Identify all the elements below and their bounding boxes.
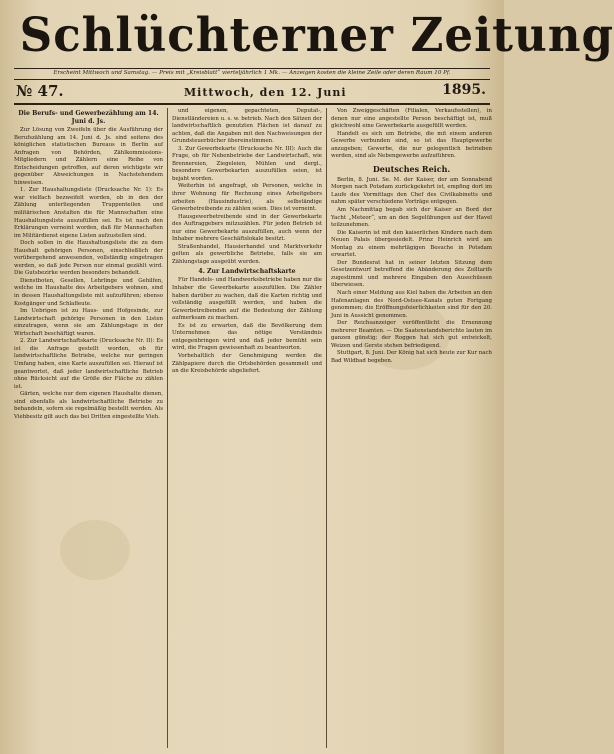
paragraph: 3. Zur Gewerbekarte (Drucksache Nr. III): Auch die Frage, ob für Nebenbetriebe der Landwirtschaft, wie Brennereien, Ziegeleien, Mühlen und dergl., besondere Gewerbekarten auszufüllen seien, ist bejaht worden.	[172, 145, 322, 182]
paragraph: Stuttgart, 8. Juni. Der König hat sich heute zur Kur nach Bad Wildbad begeben.	[331, 350, 492, 364]
paragraph: Im Uebrigen ist zu Haus- und Hofgesinde, zur Landwirtschaft gehörige Personen in den Listen einzutragen, wenn sie am Zählungstage in der Wirtschaft beschäftigt waren.	[14, 308, 163, 337]
issue-date: Mittwoch, den 12. Juni	[184, 86, 347, 99]
paragraph: Die Kaiserin ist mit den kaiserlichen Kindern nach dem Neuen Palais übergesiedelt. Prinz Heinrich wird am Montag zu einem mehrtägigen Besuche in Potsdam erwartet.	[331, 229, 492, 259]
masthead-title: Schlüchterner Zeitung	[19, 8, 614, 63]
issue-year: 1895.	[442, 82, 486, 98]
issue-number: № 47.	[16, 82, 64, 100]
paragraph: 2. Zur Landwirtschaftskarte (Drucksache Nr. II): Es ist die Anfrage gestellt worden, ob für landwirtschaftliche Betriebe, welche nur geringen Umfang haben, eine Karte auszufüllen sei. Hierauf ist geantwortet, daß jeder landwirtschaftliche Betrieb ohne Rücksicht auf die Größe der Fläche zu zählen ist.	[14, 338, 163, 390]
paragraph: Gärten, welche nur dem eigenen Haushalte dienen, sind ebenfalls als landwirtschaftliche Betriebe zu behandeln, sofern sie regelmäßig bestellt werden. Als Viehbesitz gilt auch das bei Dritten eingestellte Vieh.	[14, 391, 163, 420]
issue-rule	[14, 103, 490, 105]
column-2	[172, 108, 322, 748]
column-1	[14, 108, 163, 748]
column-divider	[326, 108, 327, 748]
subsection-heading: 4. Zur Landwirtschaftskarte	[198, 268, 296, 276]
paragraph: Zur Lösung von Zweifeln über die Ausführung der Berufszählung am 14. Juni d. Js. sind seitens des königlichen statistischen Bureaus in Berlin auf Anfragen von Behörden, Zählkommissions-Mitgliedern und Zählern eine Reihe von Entscheidungen getroffen, auf deren wichtigste wir gegenüber Abweichungen in Nachstehendem hinweisen.	[14, 127, 163, 186]
paragraph: Weiterhin ist angefragt, ob Personen, welche in ihrer Wohnung für Rechnung eines Arbeitgebers arbeiten (Hausindustrie), als selbständige Gewerbetreibende zu zählen seien. Dies ist verneint.	[172, 183, 322, 213]
paragraph: Nach einer Meldung aus Kiel haben die Arbeiten an den Hafenanlagen des Nord-Ostsee-Kanals guten Fortgang genommen; die Eröffnungsfeierlichkeiten sind für den 20. Juni in Aussicht genommen.	[331, 290, 492, 319]
paragraph: Für Handels- und Handwerksbetriebe haben nur die Inhaber die Gewerbekarte auszufüllen. Die Zähler haben darüber zu wachen, daß die Karten richtig und vollständig ausgefüllt werden, und haben die Gewerbetreibenden auf die Bedeutung der Zählung aufmerksam zu machen.	[172, 277, 322, 322]
paragraph: 1. Zur Haushaltungsliste (Drucksache Nr. 1): Es war vielfach bezweifelt worden, ob in den der Zählung unterliegenden Truppenteilen und militärischen Anstalten die für Mannschaften eine Haushaltungsliste auszufüllen sei. Es ist nach den Erklärungen verneint worden, daß für Mannschaften im Militärdienst eigene Listen aufzustellen sind.	[14, 187, 163, 239]
paragraph: Der Reichsanzeiger veröffentlicht die Ernennung mehrerer Beamten. — Die Saatenstandsberichte lauten im ganzen günstig; der Roggen hat sich gut entwickelt, Weizen und Gerste stehen befriedigend.	[331, 320, 492, 349]
paragraph: Straßenhandel, Hausierhandel und Marktverkehr gelten als gewerbliche Betriebe, falls sie am Zählungstage ausgeübt wurden.	[172, 243, 322, 265]
column-divider	[167, 108, 168, 748]
paragraph: Berlin, 8. Juni. Se. M. der Kaiser, der am Sonnabend Morgen nach Potsdam zurückgekehrt ist, empfing dort im Laufe des Vormittags den Chef des Civilkabinetts und nahm später verschiedene Vorträge entgegen.	[331, 176, 492, 206]
paragraph: Der Bundesrat hat in seiner letzten Sitzung dem Gesetzentwurf betreffend die Abänderung des Zolltarifs zugestimmt und mehrere Eingaben den Ausschüssen überwiesen.	[331, 259, 492, 289]
paragraph: und eigenen, gepachteten, Deputat-, Dienstländereien u. s. w. betrieb. Nach den Sätzen der landwirtschaftlich genutzten Flächen ist darauf zu achten, daß die Angaben mit den Nachweisungen der Grundsteuerbücher übereinstimmen.	[172, 108, 322, 145]
section-heading: Deutsches Reich.	[372, 163, 451, 174]
paragraph: Von Zweiggeschäften (Filialen, Verkaufsstellen), in denen nur eine angestellte Person beschäftigt ist, muß gleichwohl eine Gewerbekarte ausgefüllt werden.	[331, 108, 492, 130]
paragraph: Dienstboten, Gesellen, Lehrlinge und Gehilfen, welche im Haushalte des Arbeitgebers wohnen, sind in dessen Haushaltungsliste mit aufzuführen; ebenso Kostgänger und Schlafleute.	[14, 277, 163, 307]
article-heading: Die Berufs- und Gewerbezählung am 14. Juni d. Js.	[18, 110, 159, 125]
column-3	[331, 108, 492, 748]
subline-rule	[14, 79, 490, 80]
paragraph: Handelt es sich um Betriebe, die mit einem anderen Gewerbe verbunden sind, so ist das Hauptgewerbe anzugeben; Gewerbe, die nur gelegentlich betrieben werden, sind als Nebengewerbe aufzuführen.	[331, 130, 492, 160]
paragraph: Doch sollen in die Haushaltungsliste die zu dem Haushalt gehörigen Personen, einschließlich der vorübergehend anwesenden, vollständig eingetragen werden, so daß jede Person nur einmal gezählt wird. Die Gutsbezirke werden besonders behandelt.	[14, 240, 163, 277]
issue-bar	[14, 82, 490, 102]
masthead-rule	[14, 68, 490, 69]
paragraph: Am Nachmittag begab sich der Kaiser an Bord der Yacht „Meteor“, um an den Segelübungen auf der Havel teilzunehmen.	[331, 207, 492, 229]
paragraph: Es ist zu erwarten, daß die Bevölkerung dem Unternehmen das nötige Verständnis entgegenbringen wird und daß jeder bemüht sein wird, die Fragen gewissenhaft zu beantworten.	[172, 322, 322, 352]
subscription-line: Erscheint Mittwoch und Samstag. — Preis mit „Kreisblatt“ vierteljährlich 1 Mk. — Anzeigen kosten die kleine Zeile oder deren Raum 10 Pf.	[53, 70, 451, 76]
paragraph: Vorbehaltlich der Genehmigung werden die Zählpapiere durch die Ortsbehörden gesammelt und an die Kreisbehörde abgeliefert.	[172, 352, 322, 375]
paragraph: Hausgewerbetreibende sind in der Gewerbekarte des Auftraggebers mitzuzählen. Für jeden Betrieb ist nur eine Gewerbekarte auszufüllen, auch wenn der Inhaber mehrere Geschäftslokale besitzt.	[172, 213, 322, 243]
